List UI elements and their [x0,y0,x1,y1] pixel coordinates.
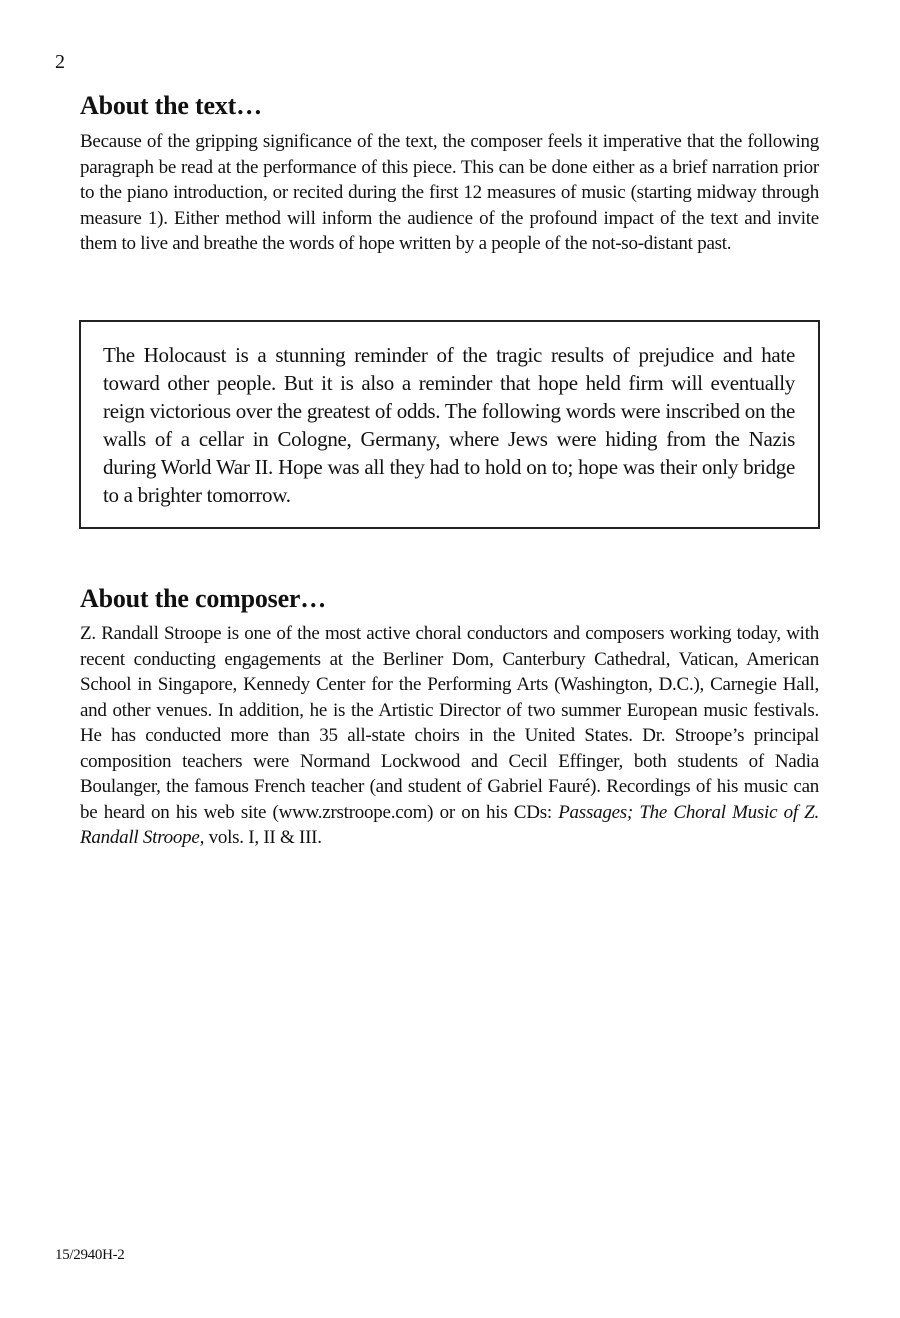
composer-cd-titles: Passages; The Choral Music of Z. Randall Stroope [80,801,819,848]
about-composer-heading: About the composer… [80,584,327,613]
composer-bio-end: , vols. I, II & III. [199,827,322,848]
composer-bio-text: Z. Randall Stroope is one of the most active choral conductors and composers working today, with recent conducting engagements at the Berliner Dom, Canterbury Cathedral, Vatican, American School in Singapore, Kennedy Center for the Performing Arts (Washington, D.C.), Carnegie Hall, and other venues. In addition, he is the Artistic Director of two summer European music festivals. He has conducted more than 35 all-state choirs in the United States. Dr. Stroope’s principal composition teachers were Normand Lockwood and Cecil Effinger, both students of Nadia Boulanger, the famous French teacher (and student of Gabriel Fauré). Recordings of his music can be heard on his web site (www.zrstroope.com) or on his CDs: [80,623,819,823]
holocaust-quote-box [79,320,820,529]
holocaust-quote-text: The Holocaust is a stunning reminder of the tragic results of prejudice and hate toward other people. But it is also a reminder that hope held firm will eventually reign victorious over the greatest of odds. The following words were inscribed on the walls of a cellar in Cologne, Germany, where Jews were hiding from the Nazis during World War II. Hope was all they had to hold on to; hope was their only bridge to a brighter tomorrow. [103,343,795,507]
about-text-heading: About the text… [80,91,262,120]
page-number: 2 [55,51,65,73]
catalog-number: 15/2940H-2 [55,1247,125,1263]
about-composer-paragraph [80,621,819,851]
about-text-paragraph: Because of the gripping significance of the text, the composer feels it imperative that the following paragraph be read at the performance of this piece. This can be done either as a brief narration prior to the piano introduction, or recited during the first 12 measures of music (starting midway through measure 1). Either method will inform the audience of the profound impact of the text and invite them to live and breathe the words of hope written by a people of the not-so-distant past. [80,131,819,254]
